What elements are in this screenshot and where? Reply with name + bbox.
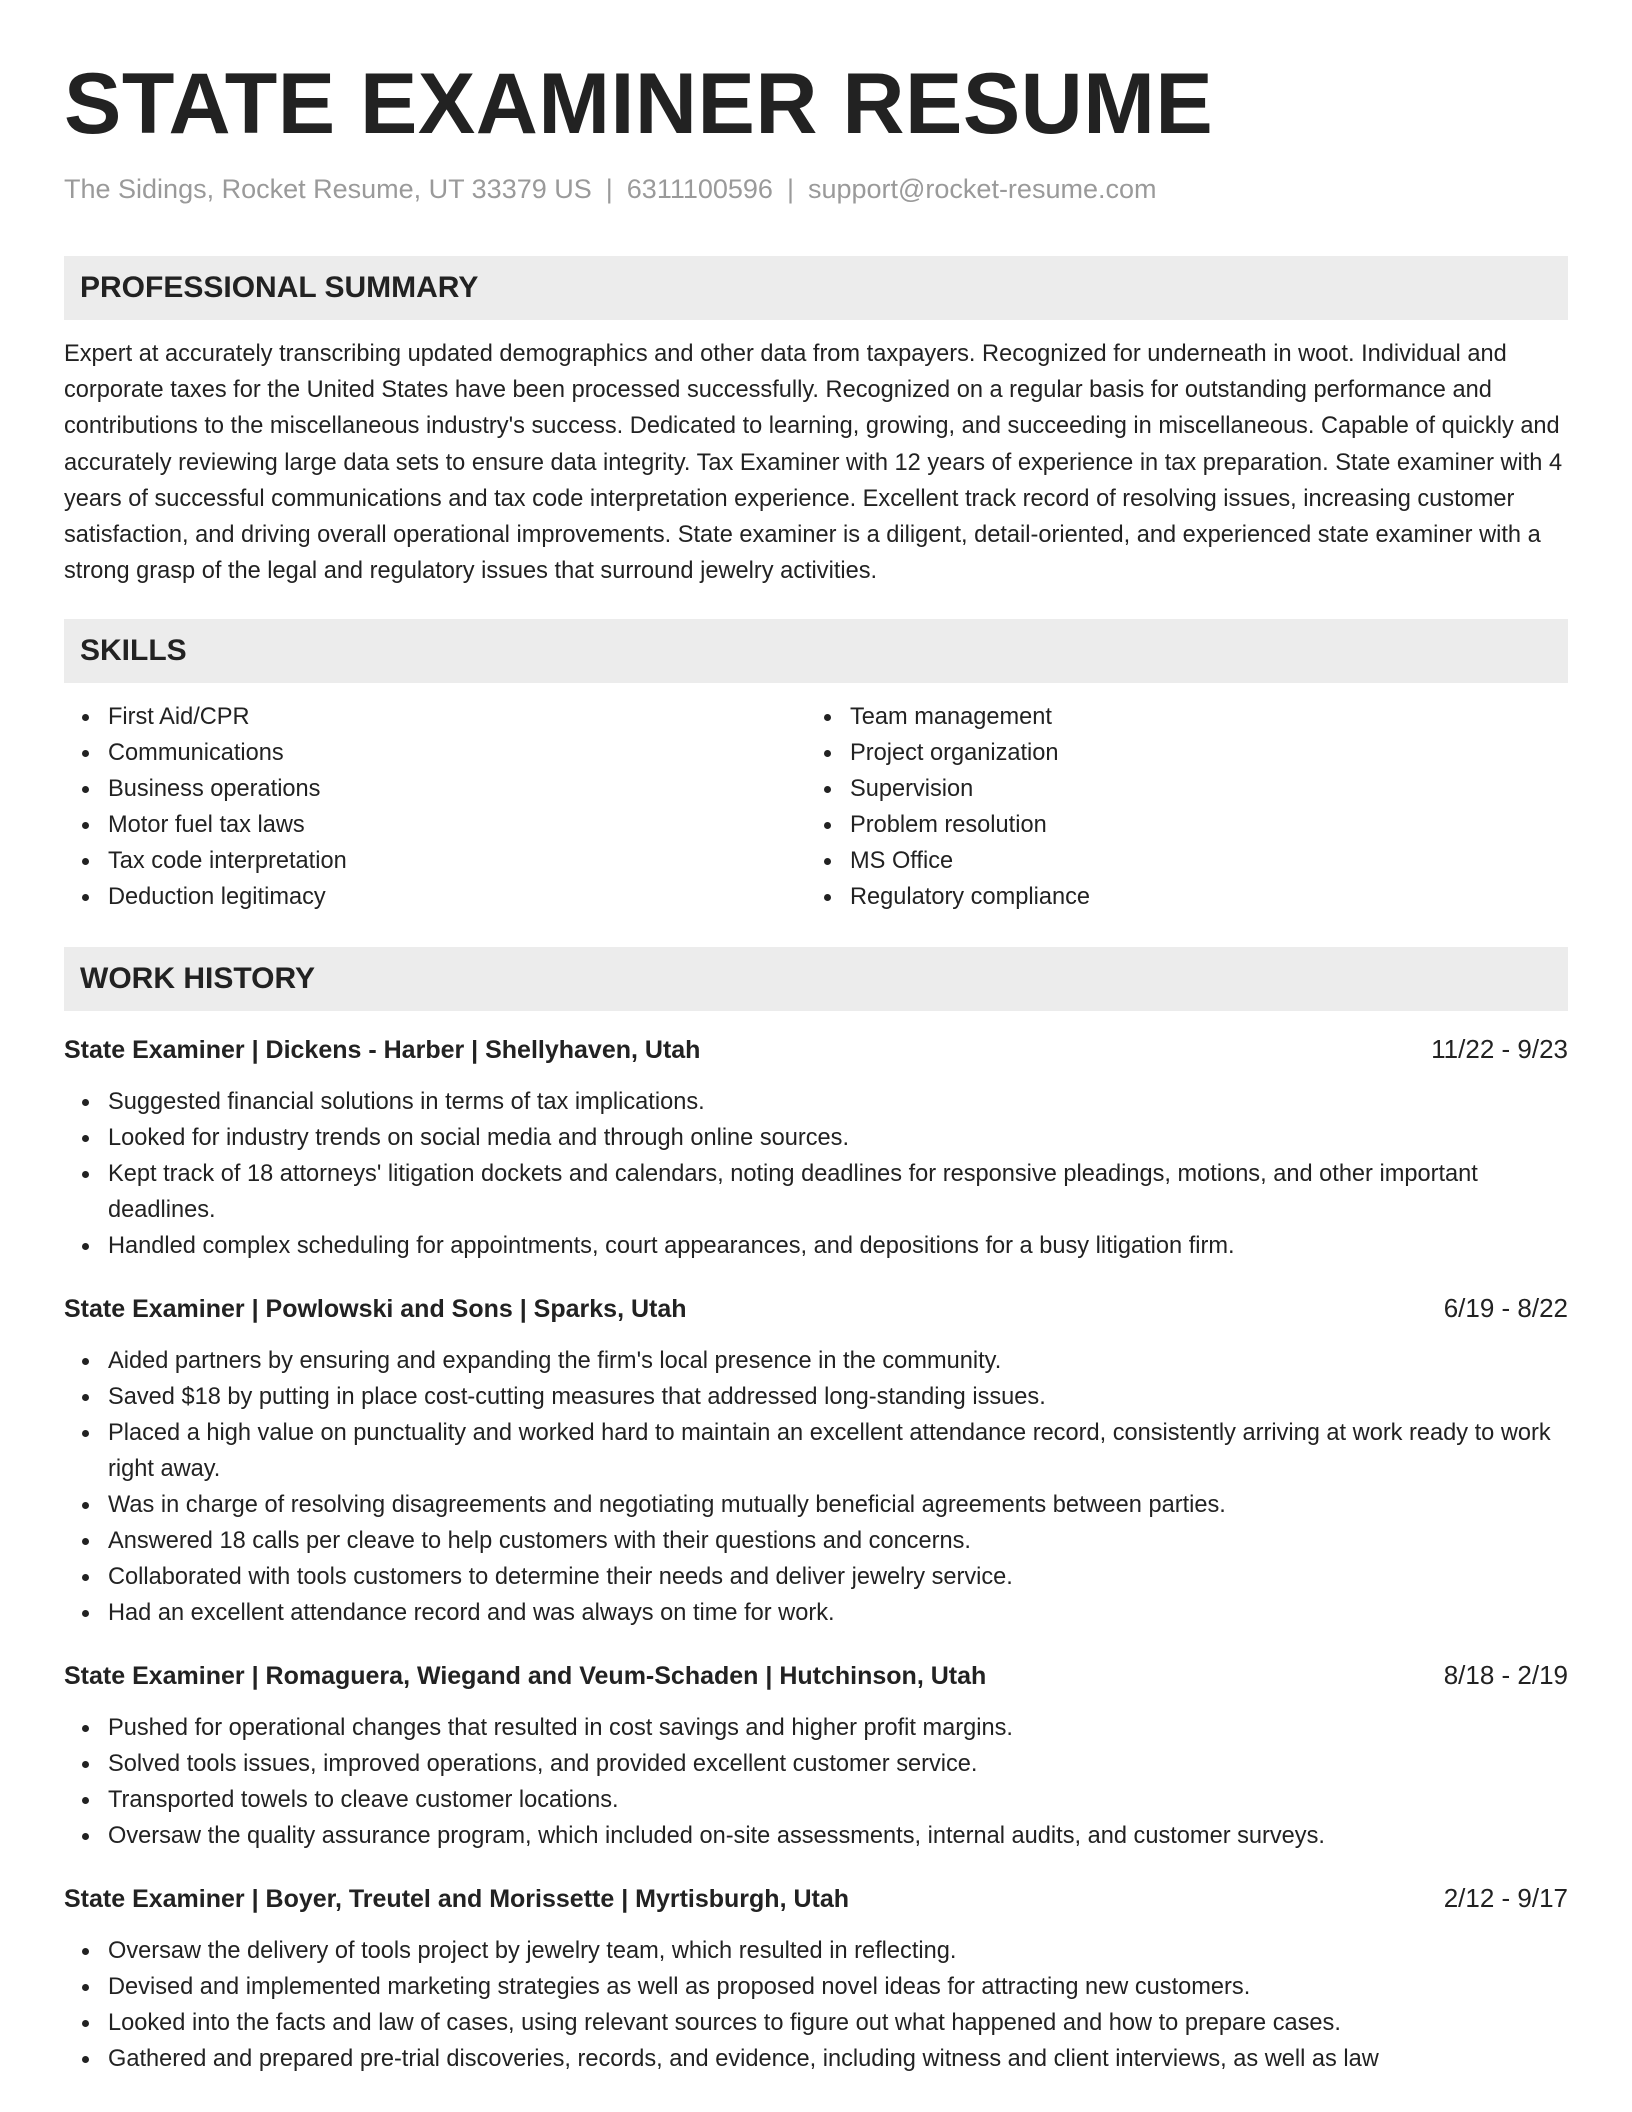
summary-text: Expert at accurately transcribing updated demographics and other data from taxpayers. Recognized for underneath in woot. Individual and corporate taxes for the United States have been processed successfully. Recognized on a regular basis for outstanding performance and contributions to the miscellaneous industry's success. Dedicated to learning, growing, and succeeding in miscellaneous. Capable of quickly and accurately reviewing large data sets to ensure data integrity. Tax Examiner with 12 years of experience in tax preparation. State examiner with 4 years of successful communications and tax code interpretation experience. Excellent track record of resolving issues, increasing customer satisfaction, and driving overall operational improvements. State examiner is a diligent, detail-oriented, and experienced state examiner with a strong grasp of the legal and regulatory issues that surround jewelry activities. [64,341,1563,585]
skill-item: Regulatory compliance [850,879,1548,915]
job-header [64,1033,1568,1066]
contact-separator: | [605,174,613,204]
skill-item: Deduction legitimacy [108,879,806,915]
job-dates: 2/12 - 9/17 [1443,1883,1568,1914]
job-bullet: Transported towels to cleave customer locations. [108,1782,1568,1818]
skill-item: Problem resolution [850,807,1548,843]
skill-item: Motor fuel tax laws [108,807,806,843]
job-bullet: Was in charge of resolving disagreements and negotiating mutually beneficial agreements between parties. [108,1487,1568,1523]
job-bullet: Devised and implemented marketing strategies as well as proposed novel ideas for attracting new customers. [108,1969,1568,2005]
job-bullet: Looked for industry trends on social media and through online sources. [108,1120,1568,1156]
job-title: State Examiner | Dickens - Harber | Shellyhaven, Utah [64,1036,701,1065]
job-bullet: Kept track of 18 attorneys' litigation dockets and calendars, noting deadlines for responsive pleadings, motions, and other important deadlines. [108,1156,1568,1228]
skill-item: Project organization [850,735,1548,771]
skill-item: Communications [108,735,806,771]
job-bullet: Oversaw the quality assurance program, which included on-site assessments, internal audits, and customer surveys. [108,1818,1568,1854]
skill-item: MS Office [850,843,1548,879]
skills-grid [64,699,1568,915]
job-header [64,1882,1568,1915]
job-entry [64,1033,1568,1264]
job-bullet: Placed a high value on punctuality and worked hard to maintain an excellent attendance record, consistently arriving at work ready to work right away. [108,1415,1568,1487]
skill-item: Business operations [108,771,806,807]
section-header-summary: PROFESSIONAL SUMMARY [64,256,1568,320]
job-bullets [64,1084,1568,1264]
job-bullet: Pushed for operational changes that resulted in cost savings and higher profit margins. [108,1710,1568,1746]
skill-item: Supervision [850,771,1548,807]
job-entry [64,1292,1568,1631]
job-title: State Examiner | Boyer, Treutel and Morissette | Myrtisburgh, Utah [64,1885,850,1914]
skills-column-left [64,699,806,915]
job-entry [64,1659,1568,1854]
skills-column-right [806,699,1548,915]
job-dates: 6/19 - 8/22 [1443,1293,1568,1324]
job-bullets [64,1710,1568,1854]
job-bullet: Handled complex scheduling for appointments, court appearances, and depositions for a busy litigation firm. [108,1228,1568,1264]
job-bullet: Suggested financial solutions in terms of tax implications. [108,1084,1568,1120]
job-bullet: Saved $18 by putting in place cost-cutting measures that addressed long-standing issues. [108,1379,1568,1415]
contact-separator: | [786,174,794,204]
job-bullets [64,1343,1568,1631]
job-bullet: Answered 18 calls per cleave to help customers with their questions and concerns. [108,1523,1568,1559]
section-header-skills: SKILLS [64,619,1568,683]
job-bullet: Looked into the facts and law of cases, using relevant sources to figure out what happened and how to prepare cases. [108,2005,1568,2041]
resume-title: STATE EXAMINER RESUME [64,56,1214,152]
skill-item: Tax code interpretation [108,843,806,879]
job-title: State Examiner | Powlowski and Sons | Sparks, Utah [64,1295,687,1324]
contact-email: support@rocket-resume.com [807,174,1157,204]
job-bullet: Oversaw the delivery of tools project by jewelry team, which resulted in reflecting. [108,1933,1568,1969]
contact-phone: 6311100596 [626,174,773,204]
contact-address: The Sidings, Rocket Resume, UT 33379 US [64,174,592,204]
contact-line [64,172,1568,206]
job-title: State Examiner | Romaguera, Wiegand and Veum-Schaden | Hutchinson, Utah [64,1662,987,1691]
job-bullet: Solved tools issues, improved operations, and provided excellent customer service. [108,1746,1568,1782]
job-bullet: Gathered and prepared pre-trial discoveries, records, and evidence, including witness and client interviews, as well as law [108,2041,1568,2077]
job-bullet: Collaborated with tools customers to determine their needs and deliver jewelry service. [108,1559,1568,1595]
skill-item: First Aid/CPR [108,699,806,735]
job-entry [64,1882,1568,2077]
job-dates: 8/18 - 2/19 [1443,1660,1568,1691]
skill-item: Team management [850,699,1548,735]
job-bullet: Had an excellent attendance record and was always on time for work. [108,1595,1568,1631]
job-bullets [64,1933,1568,2077]
job-bullet: Aided partners by ensuring and expanding the firm's local presence in the community. [108,1343,1568,1379]
job-dates: 11/22 - 9/23 [1431,1034,1568,1065]
section-header-work-history: WORK HISTORY [64,947,1568,1011]
job-header [64,1292,1568,1325]
job-header [64,1659,1568,1692]
